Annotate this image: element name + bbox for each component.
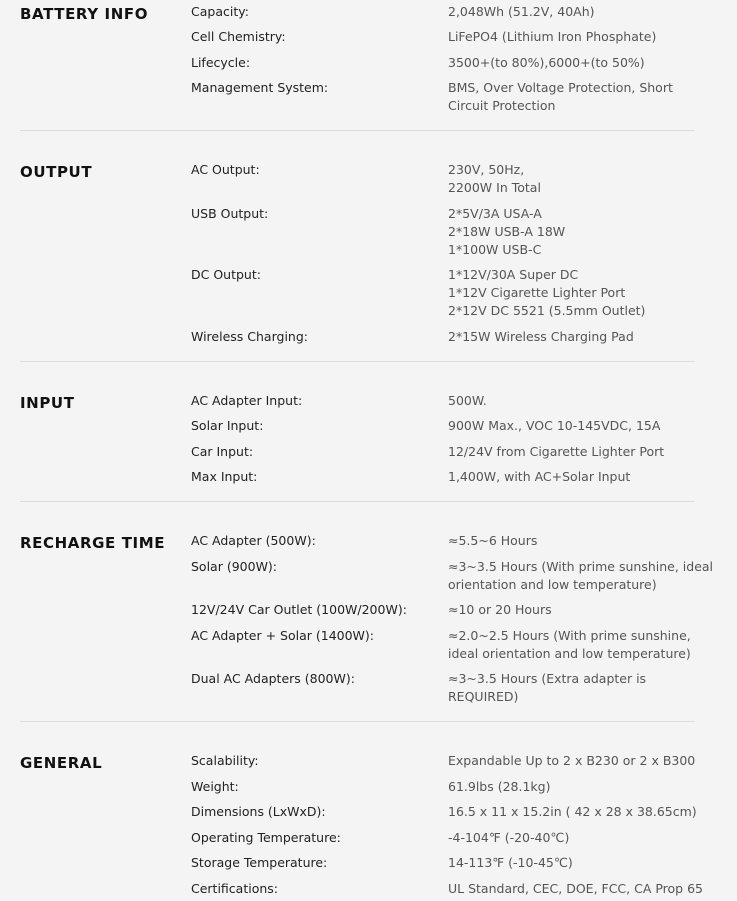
spec-value: ≈2.0~2.5 Hours (With prime sunshine, ideal orientation and low temperature) [448,628,691,661]
spec-value: 3500+(to 80%),6000+(to 50%) [448,55,645,70]
spec-value: ≈3~3.5 Hours (With prime sunshine, ideal orientation and low temperature) [448,559,714,592]
section-title: INPUT [20,394,75,412]
spec-label: Lifecycle: [191,55,251,70]
spec-value: ≈10 or 20 Hours [448,602,552,617]
spec-value: 2*5V/3A USA-A 2*18W USB-A 18W 1*100W USB-C [448,206,566,257]
spec-label: Management System: [191,80,329,95]
section-divider [20,501,695,502]
spec-label: AC Adapter (500W): [191,533,316,548]
spec-label: Weight: [191,779,239,794]
section-title: OUTPUT [20,163,93,181]
section-divider [20,130,695,131]
spec-value: 900W Max., VOC 10-145VDC, 15A [448,418,661,433]
spec-label: Certifications: [191,881,279,896]
spec-label: 12V/24V Car Outlet (100W/200W): [191,602,407,617]
spec-value: LiFePO4 (Lithium Iron Phosphate) [448,29,657,44]
spec-label: DC Output: [191,267,261,282]
spec-value: 500W. [448,393,487,408]
spec-label: Scalability: [191,753,259,768]
spec-value: 61.9lbs (28.1kg) [448,779,551,794]
spec-value: UL Standard, CEC, DOE, FCC, CA Prop 65 [448,881,703,896]
spec-label: Storage Temperature: [191,855,328,870]
section-divider [20,721,695,722]
section-title: BATTERY INFO [20,5,149,23]
spec-label: AC Adapter + Solar (1400W): [191,628,375,643]
spec-value: 1*12V/30A Super DC 1*12V Cigarette Lighter Port 2*12V DC 5521 (5.5mm Outlet) [448,267,646,318]
spec-value: 1,400W, with AC+Solar Input [448,469,631,484]
spec-label: Max Input: [191,469,258,484]
spec-value: ≈3~3.5 Hours (Extra adapter is REQUIRED) [448,671,647,704]
spec-label: Dual AC Adapters (800W): [191,671,355,686]
spec-label: Capacity: [191,4,249,19]
spec-value: Expandable Up to 2 x B230 or 2 x B300 [448,753,696,768]
spec-label: AC Output: [191,162,260,177]
spec-value: 230V, 50Hz, 2200W In Total [448,162,541,195]
spec-value: 12/24V from Cigarette Lighter Port [448,444,665,459]
spec-label: Wireless Charging: [191,329,308,344]
spec-label: USB Output: [191,206,269,221]
spec-value: 14-113℉ (-10-45℃) [448,855,573,870]
spec-value: -4-104℉ (-20-40℃) [448,830,570,845]
spec-value: BMS, Over Voltage Protection, Short Circuit Protection [448,80,673,113]
spec-label: Solar (900W): [191,559,278,574]
spec-label: Operating Temperature: [191,830,341,845]
section-title: RECHARGE TIME [20,534,166,552]
spec-label: Car Input: [191,444,254,459]
spec-label: Cell Chemistry: [191,29,286,44]
spec-value: 2,048Wh (51.2V, 40Ah) [448,4,595,19]
spec-label: Dimensions (LxWxD): [191,804,326,819]
spec-label: AC Adapter Input: [191,393,303,408]
spec-value: 16.5 x 11 x 15.2in ( 42 x 28 x 38.65cm) [448,804,697,819]
section-divider [20,361,695,362]
spec-label: Solar Input: [191,418,264,433]
spec-value: ≈5.5~6 Hours [448,533,538,548]
section-title: GENERAL [20,754,103,772]
spec-value: 2*15W Wireless Charging Pad [448,329,634,344]
